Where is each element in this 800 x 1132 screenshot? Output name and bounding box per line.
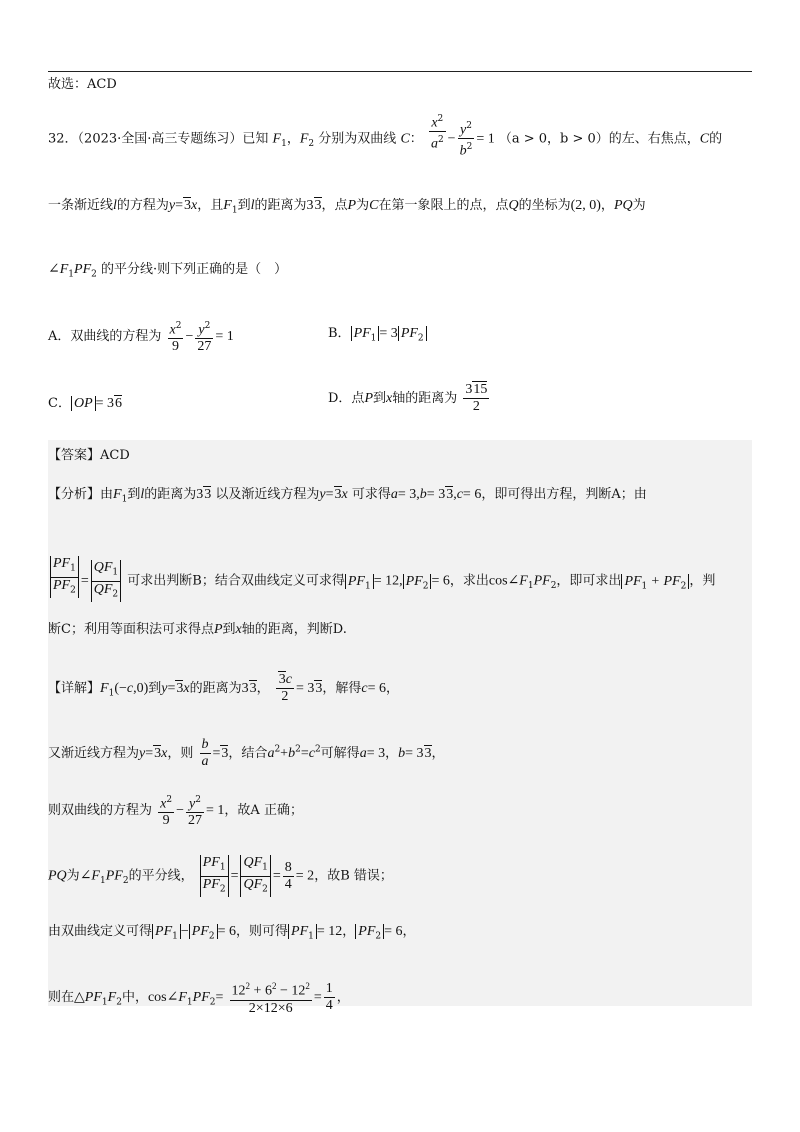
answer-label: 【答案】ACD xyxy=(48,448,130,463)
option-d: D．点P到x轴的距离为 $\frac{315}{2}$ xyxy=(328,382,488,414)
option-c: C． OP = 36 xyxy=(48,396,123,411)
analysis-line-2: $\frac{PF_1}{PF_2}$ = $\frac{QF_1}{QF_2}$ 可求出判断B；结合双曲线定义可求得 $PF_1 = 12$, $PF_2 = 6$，求出$\cos\angle F_1PF_2$，即可求出 $PF_1 + PF_2$ ，判 xyxy=(48,560,715,602)
option-a: A．双曲线的方程为 $\frac{x^2}{9}$ − $\frac{y^2}{27}$ = 1 xyxy=(48,318,234,355)
question-line-2: 一条渐近线l的方程为y=3x，且$F_1$到l的距离为33，点P为C在第一象限上的点，点Q的坐标为(2, 0)，PQ为 xyxy=(48,198,646,216)
detail-line-6: 则在$\triangle PF_1F_2$中，$\cos\angle F_1PF_2=$ $\frac{12^2 + 6^2 - 12^2}{2\times 12\times 6}$ = $\frac{1}{4}$ ， xyxy=(48,978,350,1017)
question-line-1: 32．（2023·全国·高三专题练习）已知 $F_1$，$F_2$ 分别为双曲线 C： $\frac{x^2}{a^2}$ − $\frac{y^2}{b^2}$ = 1 （a > 0，b > 0）的左、右焦点，C的 xyxy=(48,118,722,160)
detail-line-1: 【详解】$F_1(-c,0)$到y=3x的距离为33， $\frac{3c}{2}$ = 33，解得c= 6， xyxy=(48,672,400,704)
header-rule xyxy=(48,71,752,72)
detail-line-2: 又渐近线方程为y=3x，则 $\frac{b}{a}$ =3，结合$a^2+b^2=c^2$可解得a= 3，b= 33， xyxy=(48,737,445,769)
analysis-line-1: 【分析】由$F_1$到l的距离为33 以及渐近线方程为y=3x 可求得a= 3,b= 33,c= 6，即可得出方程，判断A；由 xyxy=(48,487,647,505)
previous-answer: 故选：ACD xyxy=(48,77,117,92)
detail-line-5: 由双曲线定义可得 $PF_1 - PF_2 = 6$，则可得 $PF_1 = 12$， $PF_2 = 6$， xyxy=(48,924,416,942)
question-line-3: $\angle F_1PF_2$ 的平分线·则下列正确的是（ ） xyxy=(48,262,288,280)
detail-line-4: PQ为$\angle F_1PF_2$的平分线， $\frac{PF_1}{PF_2}$ = $\frac{QF_1}{QF_2}$ = $\frac{8}{4}$ = 2，故B 错误； xyxy=(48,855,393,897)
option-b: B． $PF_1 = 3$ $PF_2$ xyxy=(328,326,427,347)
analysis-line-3: 断C；利用等面积法可求得点P到x轴的距离，判断D. xyxy=(48,622,347,637)
hyperbola-equation: $\frac{x^2}{a^2}$ xyxy=(429,111,446,153)
answer-panel xyxy=(48,440,752,1006)
detail-line-3: 则双曲线的方程为 $\frac{x^2}{9}$ − $\frac{y^2}{27}$ = 1，故A 正确； xyxy=(48,792,303,829)
